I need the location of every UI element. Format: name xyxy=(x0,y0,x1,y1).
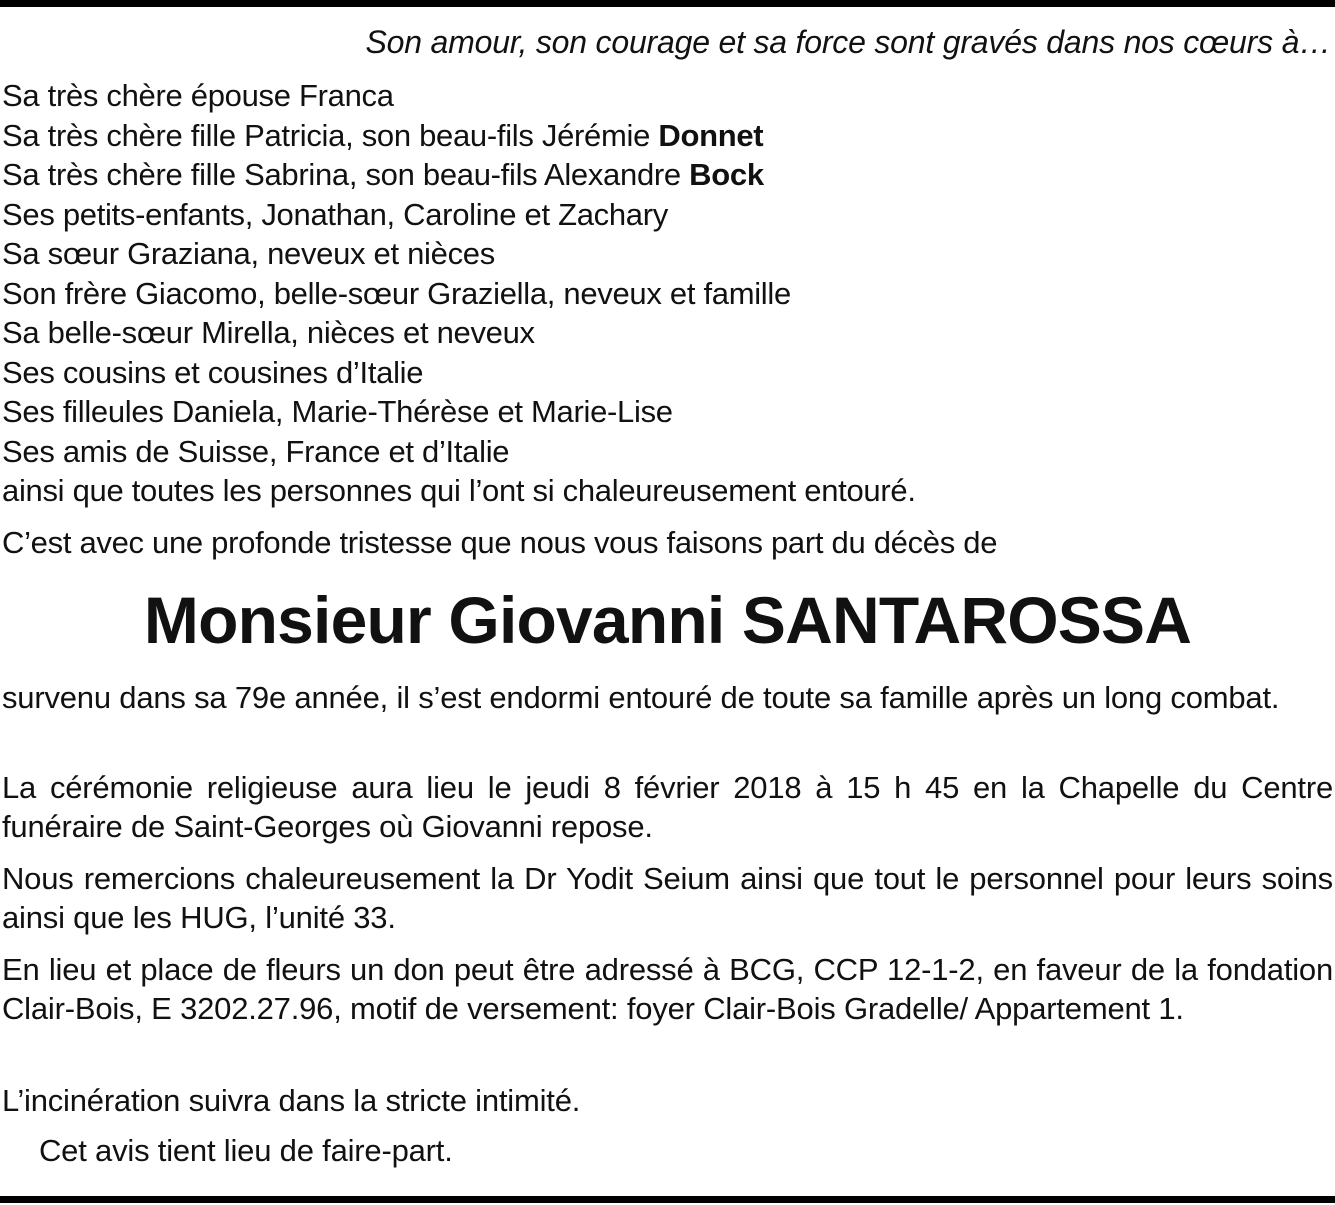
family-list xyxy=(2,76,916,511)
passing-paragraph: survenu dans sa 79e année, il s’est endormi entouré de toute sa famille après un long combat. xyxy=(2,680,1280,715)
family-line-text: Sa très chère fille Patricia, son beau-fils Jérémie xyxy=(2,117,659,153)
family-line xyxy=(2,313,916,353)
family-line xyxy=(2,116,916,156)
family-line-text: Ses petits-enfants, Jonathan, Caroline et Zachary xyxy=(2,196,668,232)
thanks-paragraph: Nous remercions chaleureusement la Dr Yodit Seium ainsi que tout le personnel pour leurs soins ainsi que les HUG, l’unité 33. xyxy=(2,861,1333,935)
family-line xyxy=(2,274,916,314)
family-line xyxy=(2,155,916,195)
bottom-border-rule xyxy=(0,1196,1335,1203)
family-line xyxy=(2,432,916,472)
family-line-text: Son frère Giacomo, belle-sœur Graziella, neveux et famille xyxy=(2,275,791,311)
family-line-text: Sa sœur Graziana, neveux et nièces xyxy=(2,236,495,271)
family-line xyxy=(2,76,916,116)
donation-paragraph: En lieu et place de fleurs un don peut être adressé à BCG, CCP 12-1-2, en faveur de la fondation Clair-Bois, E 3202.27.96, motif de versement: foyer Clair-Bois Gradelle/ Appartement 1. xyxy=(2,952,1333,1026)
family-line-text: Ses cousins et cousines d’Italie xyxy=(2,354,424,390)
deceased-name: Monsieur Giovanni SANTAROSSA xyxy=(143,583,1192,657)
family-line xyxy=(2,471,916,511)
epigraph: Son amour, son courage et sa force sont gravés dans nos cœurs à… xyxy=(365,24,1331,60)
ceremony-paragraph: La cérémonie religieuse aura lieu le jeudi 8 février 2018 à 15 h 45 en la Chapelle du Centre funéraire de Saint-Georges où Giovanni repose. xyxy=(2,770,1333,844)
family-line-text: Sa très chère fille Sabrina, son beau-fils Alexandre xyxy=(2,157,690,192)
family-line-text: Sa très chère épouse Franca xyxy=(2,78,394,113)
family-line-text: ainsi que toutes les personnes qui l’ont si chaleureusement entouré. xyxy=(2,473,916,508)
family-line-text: Ses filleules Daniela, Marie-Thérèse et Marie-Lise xyxy=(2,394,673,429)
family-line-text: Ses amis de Suisse, France et d’Italie xyxy=(2,433,510,469)
closing-note: Cet avis tient lieu de faire-part. xyxy=(39,1133,453,1168)
cremation-paragraph: L’incinération suivra dans la stricte intimité. xyxy=(2,1083,581,1118)
top-border-rule xyxy=(0,0,1335,7)
family-surname: Donnet xyxy=(658,117,764,153)
family-line xyxy=(2,392,916,432)
family-line-text: Sa belle-sœur Mirella, nièces et neveux xyxy=(2,315,535,350)
announcement-intro: C’est avec une profonde tristesse que nous vous faisons part du décès de xyxy=(2,525,998,560)
family-line xyxy=(2,195,916,235)
family-surname: Bock xyxy=(689,157,764,192)
family-line xyxy=(2,353,916,393)
family-line xyxy=(2,234,916,274)
